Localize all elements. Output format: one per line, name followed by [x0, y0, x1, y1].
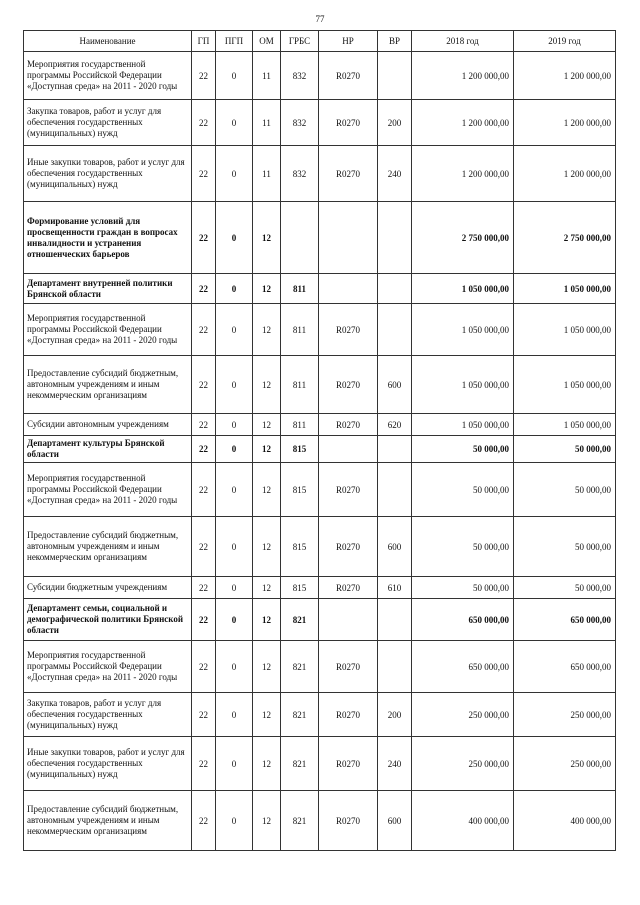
cell-name: Мероприятия государственной программы Российской Федерации «Доступная среда» на 2011 - 2020 годы — [24, 304, 192, 356]
cell-gp: 22 — [192, 577, 216, 599]
cell-2019: 400 000,00 — [514, 791, 616, 851]
cell-grbs: 832 — [281, 100, 319, 146]
cell-om: 12 — [253, 356, 281, 414]
cell-nr: R0270 — [319, 737, 378, 791]
cell-2019: 50 000,00 — [514, 577, 616, 599]
cell-nr: R0270 — [319, 146, 378, 202]
cell-pgp: 0 — [216, 641, 253, 693]
cell-name: Закупка товаров, работ и услуг для обеспечения государственных (муниципальных) нужд — [24, 693, 192, 737]
table-row — [24, 52, 616, 100]
cell-grbs — [281, 202, 319, 274]
cell-2019: 1 200 000,00 — [514, 52, 616, 100]
cell-nr: R0270 — [319, 52, 378, 100]
table-row — [24, 463, 616, 517]
cell-name: Субсидии бюджетным учреждениям — [24, 577, 192, 599]
cell-nr: R0270 — [319, 304, 378, 356]
table-row — [24, 274, 616, 304]
cell-name: Департамент семьи, социальной и демографической политики Брянской области — [24, 599, 192, 641]
cell-vr: 200 — [378, 693, 412, 737]
cell-2018: 400 000,00 — [412, 791, 514, 851]
cell-2018: 1 050 000,00 — [412, 274, 514, 304]
cell-2019: 50 000,00 — [514, 463, 616, 517]
cell-om: 11 — [253, 100, 281, 146]
cell-gp: 22 — [192, 202, 216, 274]
cell-2018: 50 000,00 — [412, 463, 514, 517]
cell-vr — [378, 641, 412, 693]
cell-2019: 1 050 000,00 — [514, 356, 616, 414]
cell-grbs: 811 — [281, 304, 319, 356]
cell-2018: 250 000,00 — [412, 693, 514, 737]
cell-name: Субсидии автономным учреждениям — [24, 414, 192, 436]
cell-name: Иные закупки товаров, работ и услуг для обеспечения государственных (муниципальных) нужд — [24, 737, 192, 791]
cell-grbs: 811 — [281, 414, 319, 436]
cell-nr: R0270 — [319, 463, 378, 517]
cell-pgp: 0 — [216, 517, 253, 577]
cell-gp: 22 — [192, 146, 216, 202]
table-row — [24, 436, 616, 463]
cell-name: Формирование условий для просвещенности граждан в вопросах инвалидности и устранения отношенческих барьеров — [24, 202, 192, 274]
header-pgp: ПГП — [216, 31, 253, 52]
cell-name: Департамент внутренней политики Брянской области — [24, 274, 192, 304]
cell-pgp: 0 — [216, 304, 253, 356]
cell-pgp: 0 — [216, 463, 253, 517]
table-row — [24, 641, 616, 693]
cell-2019: 250 000,00 — [514, 693, 616, 737]
cell-nr: R0270 — [319, 517, 378, 577]
cell-vr: 240 — [378, 146, 412, 202]
cell-gp: 22 — [192, 737, 216, 791]
header-name: Наименование — [24, 31, 192, 52]
cell-vr — [378, 436, 412, 463]
budget-table — [23, 30, 616, 851]
cell-name: Предоставление субсидий бюджетным, автономным учреждениям и иным некоммерческим организациям — [24, 517, 192, 577]
cell-om: 12 — [253, 304, 281, 356]
cell-2018: 50 000,00 — [412, 436, 514, 463]
cell-2018: 250 000,00 — [412, 737, 514, 791]
cell-name: Предоставление субсидий бюджетным, автономным учреждениям и иным некоммерческим организациям — [24, 356, 192, 414]
cell-pgp: 0 — [216, 52, 253, 100]
cell-om: 12 — [253, 463, 281, 517]
cell-name: Предоставление субсидий бюджетным, автономным учреждениям и иным некоммерческим организациям — [24, 791, 192, 851]
cell-2019: 1 200 000,00 — [514, 146, 616, 202]
cell-om: 12 — [253, 693, 281, 737]
cell-pgp: 0 — [216, 356, 253, 414]
cell-vr: 240 — [378, 737, 412, 791]
cell-grbs: 815 — [281, 517, 319, 577]
cell-2019: 2 750 000,00 — [514, 202, 616, 274]
cell-grbs: 821 — [281, 791, 319, 851]
cell-nr: R0270 — [319, 100, 378, 146]
cell-grbs: 832 — [281, 52, 319, 100]
cell-om: 11 — [253, 52, 281, 100]
cell-2019: 1 050 000,00 — [514, 304, 616, 356]
cell-vr — [378, 304, 412, 356]
cell-pgp: 0 — [216, 577, 253, 599]
cell-nr: R0270 — [319, 356, 378, 414]
cell-om: 12 — [253, 599, 281, 641]
cell-grbs: 811 — [281, 356, 319, 414]
cell-name: Мероприятия государственной программы Российской Федерации «Доступная среда» на 2011 - 2020 годы — [24, 463, 192, 517]
header-2019: 2019 год — [514, 31, 616, 52]
cell-2018: 50 000,00 — [412, 517, 514, 577]
cell-pgp: 0 — [216, 414, 253, 436]
cell-nr — [319, 436, 378, 463]
cell-gp: 22 — [192, 791, 216, 851]
table-row — [24, 100, 616, 146]
cell-om: 12 — [253, 737, 281, 791]
cell-name: Департамент культуры Брянской области — [24, 436, 192, 463]
cell-2019: 1 050 000,00 — [514, 274, 616, 304]
table-header-row — [24, 31, 616, 52]
table-row — [24, 517, 616, 577]
cell-om: 12 — [253, 202, 281, 274]
cell-grbs: 821 — [281, 693, 319, 737]
cell-2018: 1 200 000,00 — [412, 100, 514, 146]
cell-gp: 22 — [192, 641, 216, 693]
cell-vr: 620 — [378, 414, 412, 436]
table-row — [24, 202, 616, 274]
cell-2018: 650 000,00 — [412, 599, 514, 641]
cell-om: 11 — [253, 146, 281, 202]
cell-om: 12 — [253, 274, 281, 304]
cell-grbs: 811 — [281, 274, 319, 304]
cell-pgp: 0 — [216, 693, 253, 737]
cell-2018: 650 000,00 — [412, 641, 514, 693]
cell-gp: 22 — [192, 436, 216, 463]
cell-vr: 600 — [378, 356, 412, 414]
cell-gp: 22 — [192, 304, 216, 356]
cell-2019: 650 000,00 — [514, 599, 616, 641]
cell-om: 12 — [253, 517, 281, 577]
cell-gp: 22 — [192, 693, 216, 737]
cell-2018: 2 750 000,00 — [412, 202, 514, 274]
cell-2019: 50 000,00 — [514, 436, 616, 463]
cell-om: 12 — [253, 641, 281, 693]
cell-2019: 1 050 000,00 — [514, 414, 616, 436]
header-2018: 2018 год — [412, 31, 514, 52]
cell-2018: 1 050 000,00 — [412, 304, 514, 356]
cell-pgp: 0 — [216, 202, 253, 274]
table-row — [24, 791, 616, 851]
cell-pgp: 0 — [216, 791, 253, 851]
cell-2019: 250 000,00 — [514, 737, 616, 791]
cell-gp: 22 — [192, 463, 216, 517]
table-row — [24, 146, 616, 202]
cell-vr — [378, 52, 412, 100]
cell-grbs: 815 — [281, 577, 319, 599]
cell-name: Мероприятия государственной программы Российской Федерации «Доступная среда» на 2011 - 2020 годы — [24, 641, 192, 693]
header-nr: НР — [319, 31, 378, 52]
cell-nr: R0270 — [319, 577, 378, 599]
header-vr: ВР — [378, 31, 412, 52]
cell-vr: 600 — [378, 517, 412, 577]
cell-vr — [378, 274, 412, 304]
table-row — [24, 577, 616, 599]
cell-vr — [378, 599, 412, 641]
cell-2018: 1 200 000,00 — [412, 52, 514, 100]
table-row — [24, 304, 616, 356]
cell-nr — [319, 202, 378, 274]
cell-name: Иные закупки товаров, работ и услуг для обеспечения государственных (муниципальных) нужд — [24, 146, 192, 202]
cell-name: Мероприятия государственной программы Российской Федерации «Доступная среда» на 2011 - 2020 годы — [24, 52, 192, 100]
table-row — [24, 414, 616, 436]
cell-vr: 200 — [378, 100, 412, 146]
cell-grbs: 815 — [281, 436, 319, 463]
cell-gp: 22 — [192, 274, 216, 304]
cell-pgp: 0 — [216, 737, 253, 791]
cell-om: 12 — [253, 577, 281, 599]
cell-nr: R0270 — [319, 414, 378, 436]
cell-grbs: 821 — [281, 641, 319, 693]
cell-gp: 22 — [192, 599, 216, 641]
cell-2018: 50 000,00 — [412, 577, 514, 599]
cell-gp: 22 — [192, 52, 216, 100]
cell-gp: 22 — [192, 356, 216, 414]
cell-2019: 650 000,00 — [514, 641, 616, 693]
cell-vr: 600 — [378, 791, 412, 851]
cell-nr: R0270 — [319, 693, 378, 737]
cell-name: Закупка товаров, работ и услуг для обеспечения государственных (муниципальных) нужд — [24, 100, 192, 146]
cell-pgp: 0 — [216, 436, 253, 463]
page-number: 77 — [315, 14, 325, 24]
table-row — [24, 356, 616, 414]
cell-2018: 1 050 000,00 — [412, 356, 514, 414]
cell-grbs: 832 — [281, 146, 319, 202]
cell-grbs: 821 — [281, 737, 319, 791]
cell-gp: 22 — [192, 517, 216, 577]
cell-pgp: 0 — [216, 100, 253, 146]
cell-nr — [319, 599, 378, 641]
cell-nr — [319, 274, 378, 304]
header-gp: ГП — [192, 31, 216, 52]
cell-om: 12 — [253, 436, 281, 463]
cell-vr — [378, 202, 412, 274]
cell-gp: 22 — [192, 100, 216, 146]
table-row — [24, 693, 616, 737]
cell-2019: 50 000,00 — [514, 517, 616, 577]
cell-nr: R0270 — [319, 791, 378, 851]
header-grbs: ГРБС — [281, 31, 319, 52]
cell-grbs: 815 — [281, 463, 319, 517]
cell-om: 12 — [253, 791, 281, 851]
cell-pgp: 0 — [216, 274, 253, 304]
cell-om: 12 — [253, 414, 281, 436]
cell-gp: 22 — [192, 414, 216, 436]
cell-vr — [378, 463, 412, 517]
cell-2018: 1 050 000,00 — [412, 414, 514, 436]
cell-pgp: 0 — [216, 599, 253, 641]
cell-pgp: 0 — [216, 146, 253, 202]
cell-nr: R0270 — [319, 641, 378, 693]
cell-vr: 610 — [378, 577, 412, 599]
table-row — [24, 599, 616, 641]
cell-2018: 1 200 000,00 — [412, 146, 514, 202]
table-row — [24, 737, 616, 791]
table-body — [24, 52, 616, 851]
cell-2019: 1 200 000,00 — [514, 100, 616, 146]
cell-grbs: 821 — [281, 599, 319, 641]
header-om: ОМ — [253, 31, 281, 52]
